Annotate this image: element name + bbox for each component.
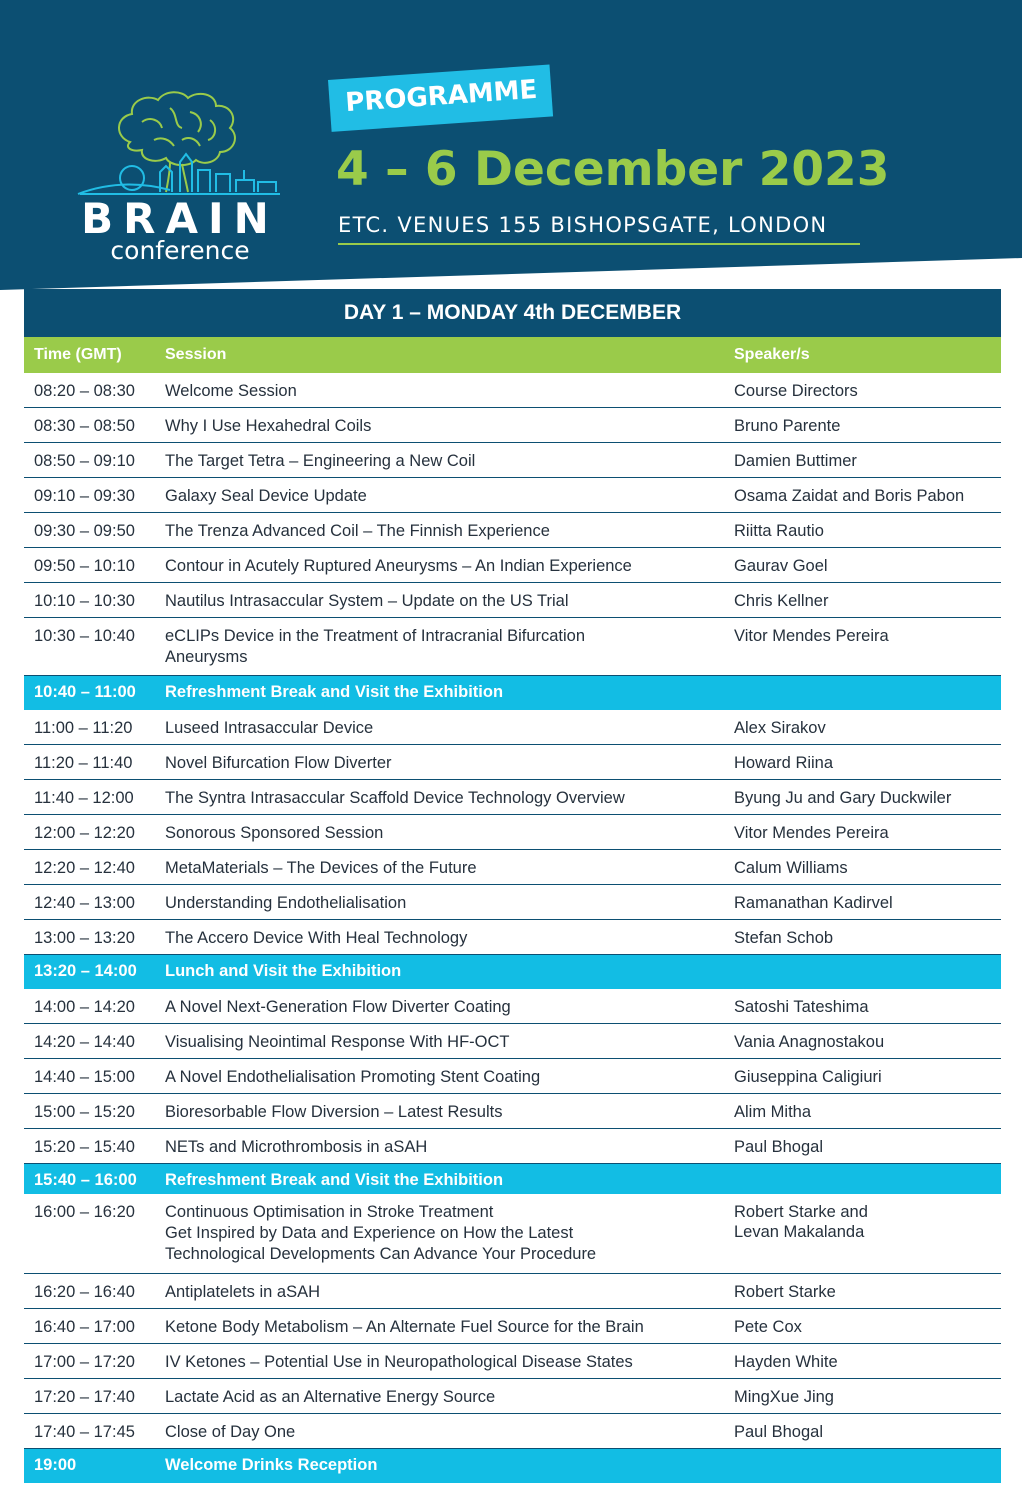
session-title [165, 1202, 725, 1265]
session-row [24, 583, 1001, 618]
session-row [24, 815, 1001, 850]
session-title-line: Technological Developments Can Advance Your Procedure [165, 1245, 597, 1263]
break-row [24, 1449, 1001, 1483]
programme-badge-label: PROGRAMME [344, 74, 539, 119]
session-title: The Target Tetra – Engineering a New Coil [165, 452, 476, 470]
break-row [24, 955, 1001, 989]
venue-underline [338, 243, 860, 245]
session-title: Close of Day One [165, 1423, 296, 1441]
session-title: IV Ketones – Potential Use in Neuropathological Disease States [165, 1353, 633, 1371]
session-title-line: Get Inspired by Data and Experience on How the Latest [165, 1224, 574, 1242]
column-header-row [24, 337, 1001, 373]
session-title: A Novel Next-Generation Flow Diverter Coating [165, 998, 511, 1016]
session-row [24, 920, 1001, 955]
session-row [24, 710, 1001, 745]
session-title: The Syntra Intrasaccular Scaffold Device Technology Overview [165, 789, 625, 807]
event-dates: 4 – 6 December 2023 [336, 142, 890, 197]
session-title: Novel Bifurcation Flow Diverter [165, 754, 392, 772]
session-time: 17:00 – 17:20 [34, 1353, 135, 1371]
session-title: Antiplatelets in aSAH [165, 1283, 321, 1301]
session-speaker: Damien Buttimer [734, 452, 857, 470]
session-row [24, 1414, 1001, 1449]
session-speaker: MingXue Jing [734, 1388, 834, 1406]
break-title: Lunch and Visit the Exhibition [165, 962, 402, 980]
speaker-line: Robert Starke and [734, 1203, 868, 1221]
session-title-line: Continuous Optimisation in Stroke Treatment [165, 1203, 494, 1221]
break-title: Refreshment Break and Visit the Exhibition [165, 683, 504, 701]
session-time: 11:00 – 11:20 [34, 719, 133, 737]
session-speaker: Alim Mitha [734, 1103, 812, 1121]
session-title: Ketone Body Metabolism – An Alternate Fuel Source for the Brain [165, 1318, 644, 1336]
schedule-rows [24, 373, 1001, 1483]
session-time: 10:40 – 11:00 [34, 683, 136, 701]
session-row [24, 408, 1001, 443]
session-title [165, 626, 725, 668]
session-speaker: Vitor Mendes Pereira [734, 824, 889, 842]
session-title: Understanding Endothelialisation [165, 894, 407, 912]
session-time: 15:40 – 16:00 [34, 1171, 137, 1189]
session-time: 09:10 – 09:30 [34, 487, 135, 505]
session-time: 09:50 – 10:10 [34, 557, 135, 575]
session-time: 15:00 – 15:20 [34, 1103, 135, 1121]
session-row [24, 548, 1001, 583]
session-row [24, 745, 1001, 780]
session-speaker: Bruno Parente [734, 417, 841, 435]
session-time: 13:20 – 14:00 [34, 962, 137, 980]
session-title: Nautilus Intrasaccular System – Update on the US Trial [165, 592, 569, 610]
session-speaker: Pete Cox [734, 1318, 802, 1336]
event-venue: ETC. VENUES 155 BISHOPSGATE, LONDON [338, 213, 828, 237]
session-title: A Novel Endothelialisation Promoting Stent Coating [165, 1068, 541, 1086]
session-row [24, 1274, 1001, 1309]
session-row [24, 850, 1001, 885]
session-speaker: Hayden White [734, 1353, 838, 1371]
session-speaker: Alex Sirakov [734, 719, 826, 737]
session-speaker: Paul Bhogal [734, 1423, 823, 1441]
session-time: 12:20 – 12:40 [34, 859, 135, 877]
session-time: 19:00 [34, 1456, 77, 1474]
session-row [24, 513, 1001, 548]
session-row [24, 885, 1001, 920]
session-time: 08:50 – 09:10 [34, 452, 135, 470]
session-speaker: Osama Zaidat and Boris Pabon [734, 487, 965, 505]
session-time: 12:00 – 12:20 [34, 824, 135, 842]
break-title: Welcome Drinks Reception [165, 1456, 378, 1474]
session-speaker: Vania Anagnostakou [734, 1033, 885, 1051]
session-row [24, 1344, 1001, 1379]
session-row [24, 478, 1001, 513]
session-row [24, 373, 1001, 408]
session-speaker: Chris Kellner [734, 592, 829, 610]
logo-wordmark: BRAIN [81, 194, 279, 243]
speaker-line: Levan Makalanda [734, 1223, 865, 1241]
day-title: DAY 1 – MONDAY 4th DECEMBER [24, 289, 1001, 337]
session-title: Galaxy Seal Device Update [165, 487, 367, 505]
session-speaker: Howard Riina [734, 754, 834, 772]
break-title: Refreshment Break and Visit the Exhibition [165, 1171, 504, 1189]
logo-subtitle: conference [110, 236, 250, 265]
session-title: Luseed Intrasaccular Device [165, 719, 374, 737]
session-time: 10:30 – 10:40 [34, 627, 135, 645]
session-title: Visualising Neointimal Response With HF-OCT [165, 1033, 510, 1051]
column-header-speaker: Speaker/s [734, 346, 810, 363]
session-row [24, 1129, 1001, 1164]
session-title: Bioresorbable Flow Diversion – Latest Results [165, 1103, 503, 1121]
session-title: Contour in Acutely Ruptured Aneurysms – An Indian Experience [165, 557, 632, 575]
session-time: 12:40 – 13:00 [34, 894, 135, 912]
session-title: Welcome Session [165, 382, 297, 400]
session-row [24, 1059, 1001, 1094]
page-header [0, 0, 1022, 300]
session-speaker: Gaurav Goel [734, 557, 828, 575]
session-time: 15:20 – 15:40 [34, 1138, 135, 1156]
session-title-line: eCLIPs Device in the Treatment of Intracranial Bifurcation [165, 627, 586, 645]
session-title: Why I Use Hexahedral Coils [165, 417, 372, 435]
session-speaker: Vitor Mendes Pereira [734, 627, 889, 645]
session-time: 09:30 – 09:50 [34, 522, 135, 540]
session-speaker: Calum Williams [734, 859, 848, 877]
session-time: 14:20 – 14:40 [34, 1033, 135, 1051]
session-title: The Accero Device With Heal Technology [165, 929, 468, 947]
session-speaker: Giuseppina Caligiuri [734, 1068, 882, 1086]
session-row [24, 1379, 1001, 1414]
session-time: 16:20 – 16:40 [34, 1283, 135, 1301]
session-row [24, 989, 1001, 1024]
session-row [24, 618, 1001, 676]
column-header-time: Time (GMT) [34, 346, 122, 363]
session-title: Sonorous Sponsored Session [165, 824, 384, 842]
session-title-line: Aneurysms [165, 648, 248, 666]
session-time: 16:00 – 16:20 [34, 1203, 135, 1221]
session-row [24, 780, 1001, 815]
session-title: Lactate Acid as an Alternative Energy Source [165, 1388, 496, 1406]
session-row [24, 1194, 1001, 1274]
session-time: 17:20 – 17:40 [34, 1388, 135, 1406]
session-row [24, 443, 1001, 478]
session-speaker: Byung Ju and Gary Duckwiler [734, 789, 952, 807]
column-header-session: Session [165, 346, 227, 363]
session-time: 08:30 – 08:50 [34, 417, 135, 435]
session-speaker: Satoshi Tateshima [734, 998, 869, 1016]
session-speaker: Course Directors [734, 382, 858, 400]
session-row [24, 1024, 1001, 1059]
session-speaker: Riitta Rautio [734, 522, 824, 540]
session-row [24, 1094, 1001, 1129]
session-speaker: Robert Starke [734, 1283, 836, 1301]
session-title: NETs and Microthrombosis in aSAH [165, 1138, 428, 1156]
session-speaker [734, 1202, 999, 1242]
programme-table [24, 289, 1001, 1483]
session-time: 14:40 – 15:00 [34, 1068, 135, 1086]
session-time: 13:00 – 13:20 [34, 929, 135, 947]
session-time: 11:20 – 11:40 [34, 754, 133, 772]
session-time: 08:20 – 08:30 [34, 382, 135, 400]
break-row [24, 676, 1001, 710]
session-title: The Trenza Advanced Coil – The Finnish Experience [165, 522, 550, 540]
break-row [24, 1164, 1001, 1194]
session-speaker: Paul Bhogal [734, 1138, 823, 1156]
session-time: 16:40 – 17:00 [34, 1318, 135, 1336]
session-speaker: Ramanathan Kadirvel [734, 894, 893, 912]
session-time: 17:40 – 17:45 [34, 1423, 135, 1441]
session-title: MetaMaterials – The Devices of the Future [165, 859, 477, 877]
session-row [24, 1309, 1001, 1344]
session-time: 11:40 – 12:00 [34, 789, 134, 807]
session-speaker: Stefan Schob [734, 929, 834, 947]
session-time: 14:00 – 14:20 [34, 998, 135, 1016]
session-time: 10:10 – 10:30 [34, 592, 135, 610]
